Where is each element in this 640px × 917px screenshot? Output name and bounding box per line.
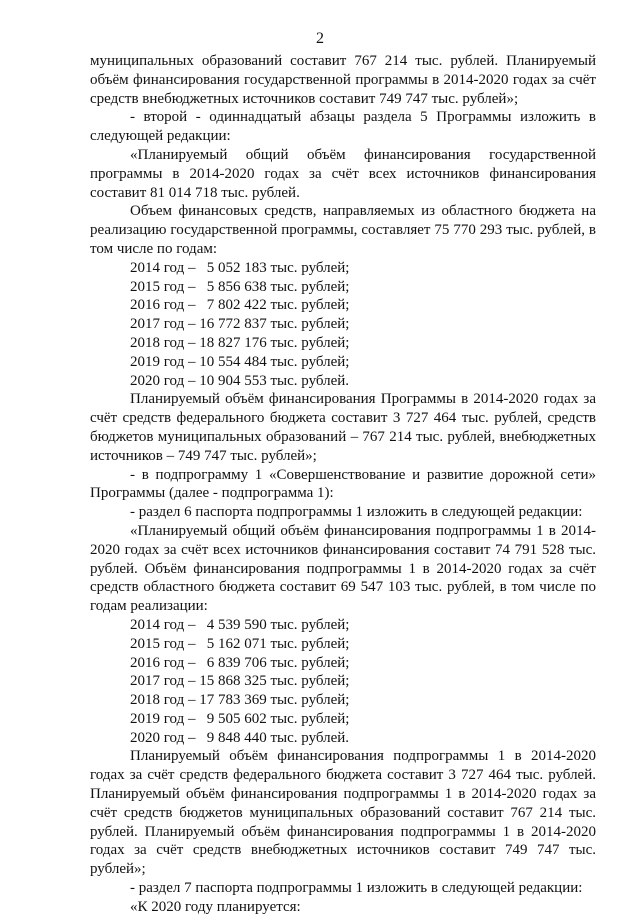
paragraph-subprogram1-other-sources: Планируемый объём финансирования подпрограммы 1 в 2014-2020 годах за счёт средств федерального бюджета составит 3 727 464 тыс. рублей. Планируемый объём финансирования подпрограммы 1 в 2014-2020 годах за счёт средств бюджетов муниципальных образований составит 767 214 тыс. рублей. Планируемый объём финансирования подпрограммы 1 в 2014-2020 годах за счёт средств внебюджетных источников составит 749 747 тыс. рублей»;: [90, 748, 596, 878]
year-line: 2019 год – 9 505 602 тыс. рублей;: [130, 710, 350, 727]
year-line: 2014 год – 5 052 183 тыс. рублей;: [130, 259, 350, 276]
year-list-subprogram1: [90, 616, 596, 748]
year-line: 2015 год – 5 162 071 тыс. рублей;: [130, 635, 350, 652]
year-line: 2014 год – 4 539 590 тыс. рублей;: [130, 616, 350, 633]
paragraph-section7-instruction: - раздел 7 паспорта подпрограммы 1 изложить в следующей редакции:: [130, 880, 583, 897]
paragraph-total-funding: «Планируемый общий объём финансирования государственной программы в 2014-2020 годах за счёт всех источников финансирования составит 81 014 718 тыс. рублей.: [90, 146, 596, 201]
paragraph-section6-instruction: - раздел 6 паспорта подпрограммы 1 изложить в следующей редакции:: [130, 504, 583, 521]
paragraph-continuation: муниципальных образований составит 767 214 тыс. рублей. Планируемый объём финансирования государственной программы в 2014-2020 годах за счёт средств внебюджетных источников составит 749 747 тыс. рублей»;: [90, 53, 596, 107]
year-line: 2020 год – 10 904 553 тыс. рублей.: [130, 372, 350, 389]
year-line: 2016 год – 6 839 706 тыс. рублей;: [130, 654, 350, 671]
paragraph-federal-funding: Планируемый объём финансирования Программы в 2014-2020 годах за счёт средств федерального бюджета составит 3 727 464 тыс. рублей, средств бюджетов муниципальных образований – 767 214 тыс. рублей, внебюджетных источников – 749 747 тыс. рублей»;: [90, 391, 596, 464]
paragraph-subprogram1-funding: «Планируемый общий объём финансирования подпрограммы 1 в 2014-2020 годах за счёт всех источников финансирования составит 74 791 528 тыс. рублей. Объём финансирования подпрограммы 1 в 2014-2020 годах за счёт средств областного бюджета составит 69 547 103 тыс. рублей, в том числе по годам реализации:: [90, 522, 596, 615]
paragraph-regional-budget: Объем финансовых средств, направляемых из областного бюджета на реализацию государственной программы, составляет 75 770 293 тыс. рублей, в том числе по годам:: [90, 203, 596, 257]
year-line: 2019 год – 10 554 484 тыс. рублей;: [130, 353, 350, 370]
paragraph-2020-plan: «К 2020 году планируется:: [130, 898, 301, 915]
year-list-program: [90, 259, 596, 391]
year-line: 2018 год – 18 827 176 тыс. рублей;: [130, 334, 350, 351]
document-body: [90, 52, 596, 917]
year-line: 2017 год – 16 772 837 тыс. рублей;: [130, 316, 350, 333]
year-line: 2016 год – 7 802 422 тыс. рублей;: [130, 297, 350, 314]
year-line: 2020 год – 9 848 440 тыс. рублей.: [130, 729, 350, 746]
year-line: 2015 год – 5 856 638 тыс. рублей;: [130, 278, 350, 295]
paragraph-section5-instruction: - второй - одиннадцатый абзацы раздела 5 Программы изложить в следующей редакции:: [90, 109, 596, 145]
page-number: 2: [316, 30, 324, 47]
paragraph-subprogram1-intro: - в подпрограмму 1 «Совершенствование и развитие дорожной сети» Программы (далее - подпрограмма 1):: [90, 466, 596, 502]
year-line: 2018 год – 17 783 369 тыс. рублей;: [130, 692, 350, 709]
year-line: 2017 год – 15 868 325 тыс. рублей;: [130, 673, 350, 690]
